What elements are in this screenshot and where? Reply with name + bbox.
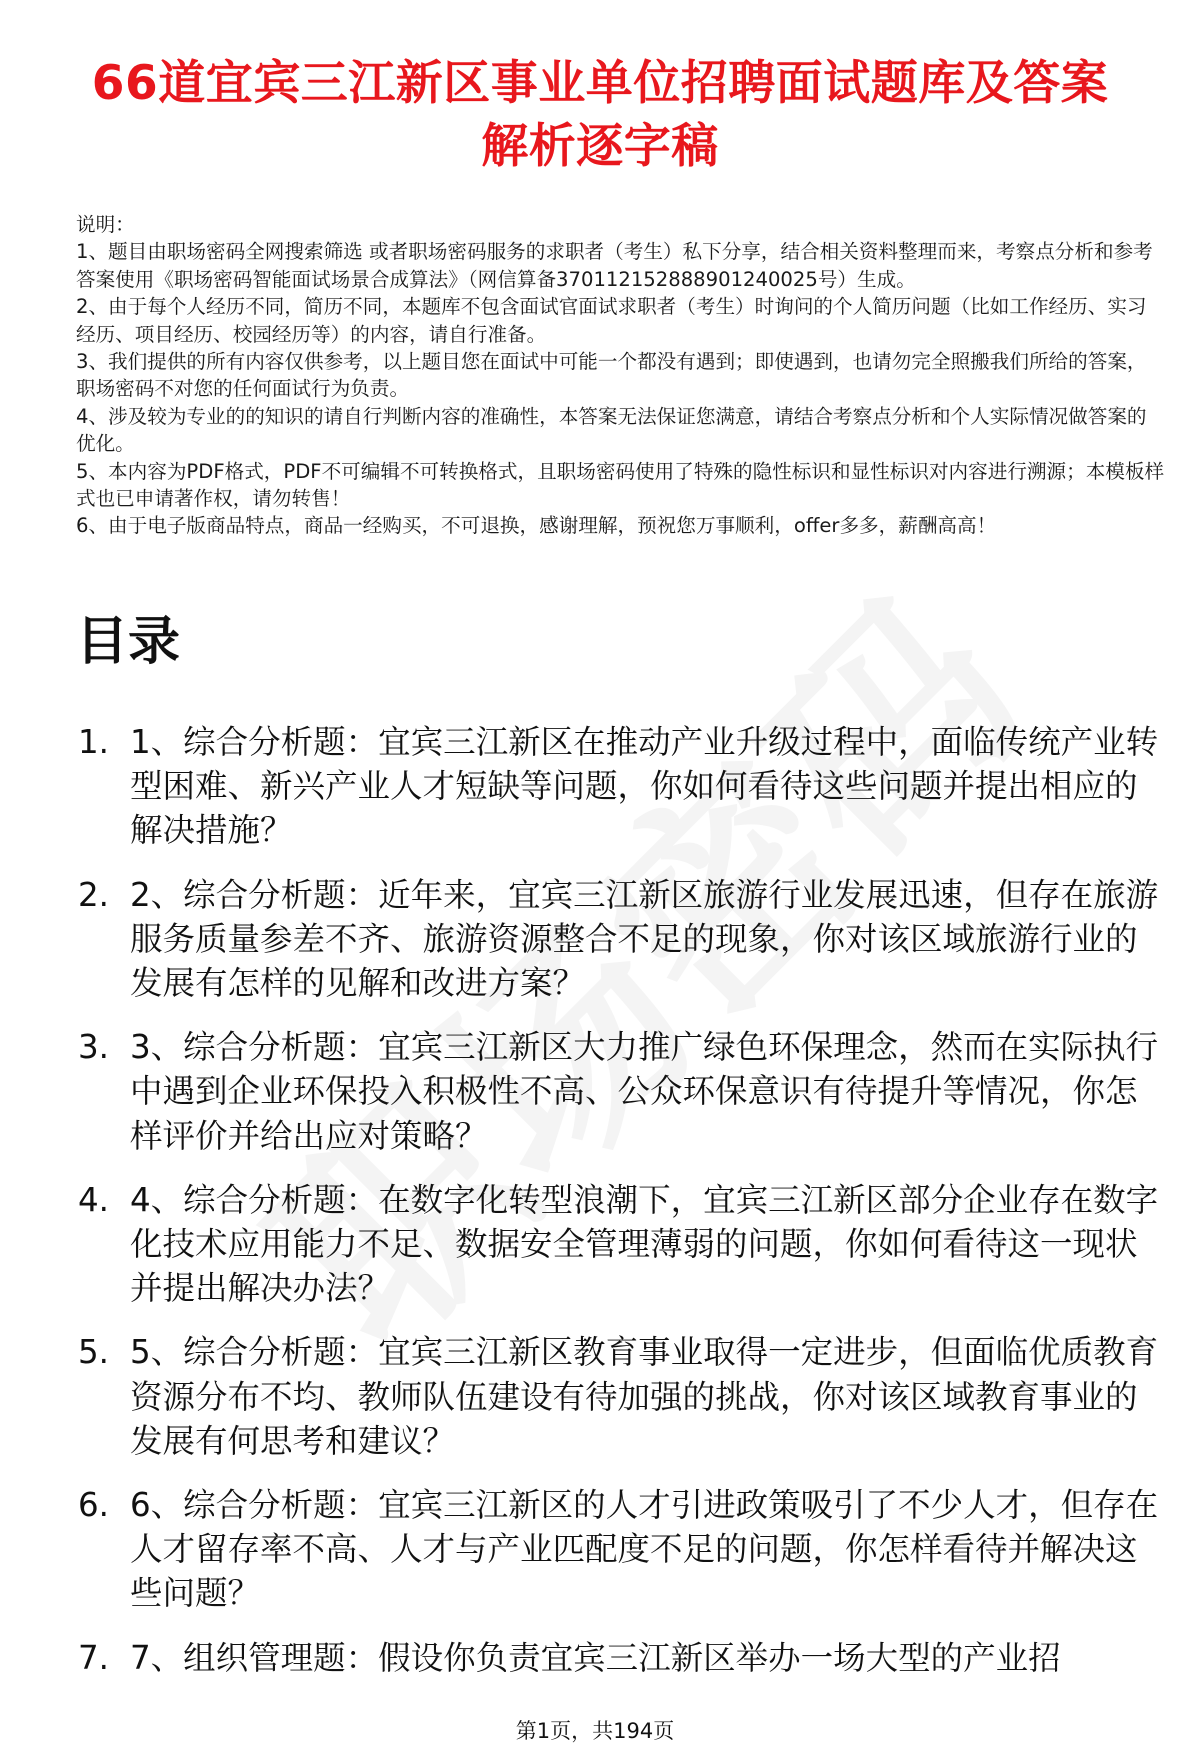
toc-item[interactable] (78, 1178, 1168, 1311)
document-title: 66道宜宾三江新区事业单位招聘面试题库及答案解析逐字稿 (91, 56, 1109, 174)
note-item: 2、由于每个人经历不同，简历不同，本题库不包含面试官面试求职者（考生）时询问的个人简历问题（比如工作经历、实习经历、项目经历、校园经历等）的内容，请自行准备。 (76, 295, 1147, 346)
toc-item[interactable] (78, 1483, 1168, 1616)
note-item: 5、本内容为PDF格式，PDF不可编辑不可转换格式，且职场密码使用了特殊的隐性标识和显性标识对内容进行溯源；本模板样式也已申请著作权，请勿转售！ (76, 459, 1165, 511)
toc-item[interactable] (78, 720, 1168, 853)
note-item: 4、涉及较为专业的的知识的请自行判断内容的准确性，本答案无法保证您满意，请结合考察点分析和个人实际情况做答案的优化。 (76, 404, 1147, 456)
toc-item[interactable] (78, 1025, 1168, 1158)
toc-item-number: 1. (78, 723, 110, 761)
note-item: 6、由于电子版商品特点，商品一经购买，不可退换，感谢理解，预祝您万事顺利，offer多多，薪酬高高！ (76, 514, 997, 538)
toc-heading: 目录 (76, 612, 181, 672)
notes-heading: 说明： (76, 213, 135, 236)
toc-item-text: 4、综合分析题：在数字化转型浪潮下，宜宾三江新区部分企业存在数字化技术应用能力不足、数据安全管理薄弱的问题，你如何看待这一现状并提出解决办法？ (130, 1180, 1159, 1308)
notes-section (76, 211, 1166, 540)
toc-item[interactable] (78, 873, 1168, 1006)
toc-item-number: 5. (78, 1333, 110, 1372)
table-of-contents (78, 720, 1168, 1700)
toc-item-text: 7、组织管理题：假设你负责宜宾三江新区举办一场大型的产业招 (130, 1638, 1061, 1677)
toc-item-text: 1、综合分析题：宜宾三江新区在推动产业升级过程中，面临传统产业转型困难、新兴产业人才短缺等问题，你如何看待这些问题并提出相应的解决措施？ (130, 723, 1159, 850)
toc-item[interactable] (78, 1636, 1168, 1680)
page-footer: 第1页，共194页 (515, 1719, 675, 1743)
toc-item-text: 3、综合分析题：宜宾三江新区大力推广绿色环保理念，然而在实际执行中遇到企业环保投入积极性不高、公众环保意识有待提升等情况，你怎样评价并给出应对策略？ (130, 1028, 1159, 1155)
toc-item-text: 6、综合分析题：宜宾三江新区的人才引进政策吸引了不少人才，但存在人才留存率不高、人才与产业匹配度不足的问题，你怎样看待并解决这些问题？ (130, 1486, 1159, 1613)
toc-item-number: 4. (78, 1180, 110, 1219)
toc-item-text: 5、综合分析题：宜宾三江新区教育事业取得一定进步，但面临优质教育资源分布不均、教师队伍建设有待加强的挑战，你对该区域教育事业的发展有何思考和建议？ (130, 1333, 1159, 1460)
note-item: 1、题目由职场密码全网搜索筛选 或者职场密码服务的求职者（考生）私下分享，结合相关资料整理而来，考察点分析和参考答案使用《职场密码智能面试场景合成算法》（网信算备370112152888901240025号）生成。 (76, 240, 1153, 291)
toc-item-number: 6. (78, 1486, 110, 1525)
note-item: 3、我们提供的所有内容仅供参考，以上题目您在面试中可能一个都没有遇到；即使遇到，也请勿完全照搬我们所给的答案，职场密码不对您的任何面试行为负责。 (76, 350, 1147, 401)
toc-item[interactable] (78, 1330, 1168, 1463)
toc-item-number: 7. (78, 1638, 110, 1677)
toc-item-number: 3. (78, 1028, 110, 1067)
toc-item-number: 2. (78, 875, 110, 914)
toc-item-text: 2、综合分析题：近年来，宜宾三江新区旅游行业发展迅速，但存在旅游服务质量参差不齐、旅游资源整合不足的现象，你对该区域旅游行业的发展有怎样的见解和改进方案？ (130, 875, 1159, 1003)
